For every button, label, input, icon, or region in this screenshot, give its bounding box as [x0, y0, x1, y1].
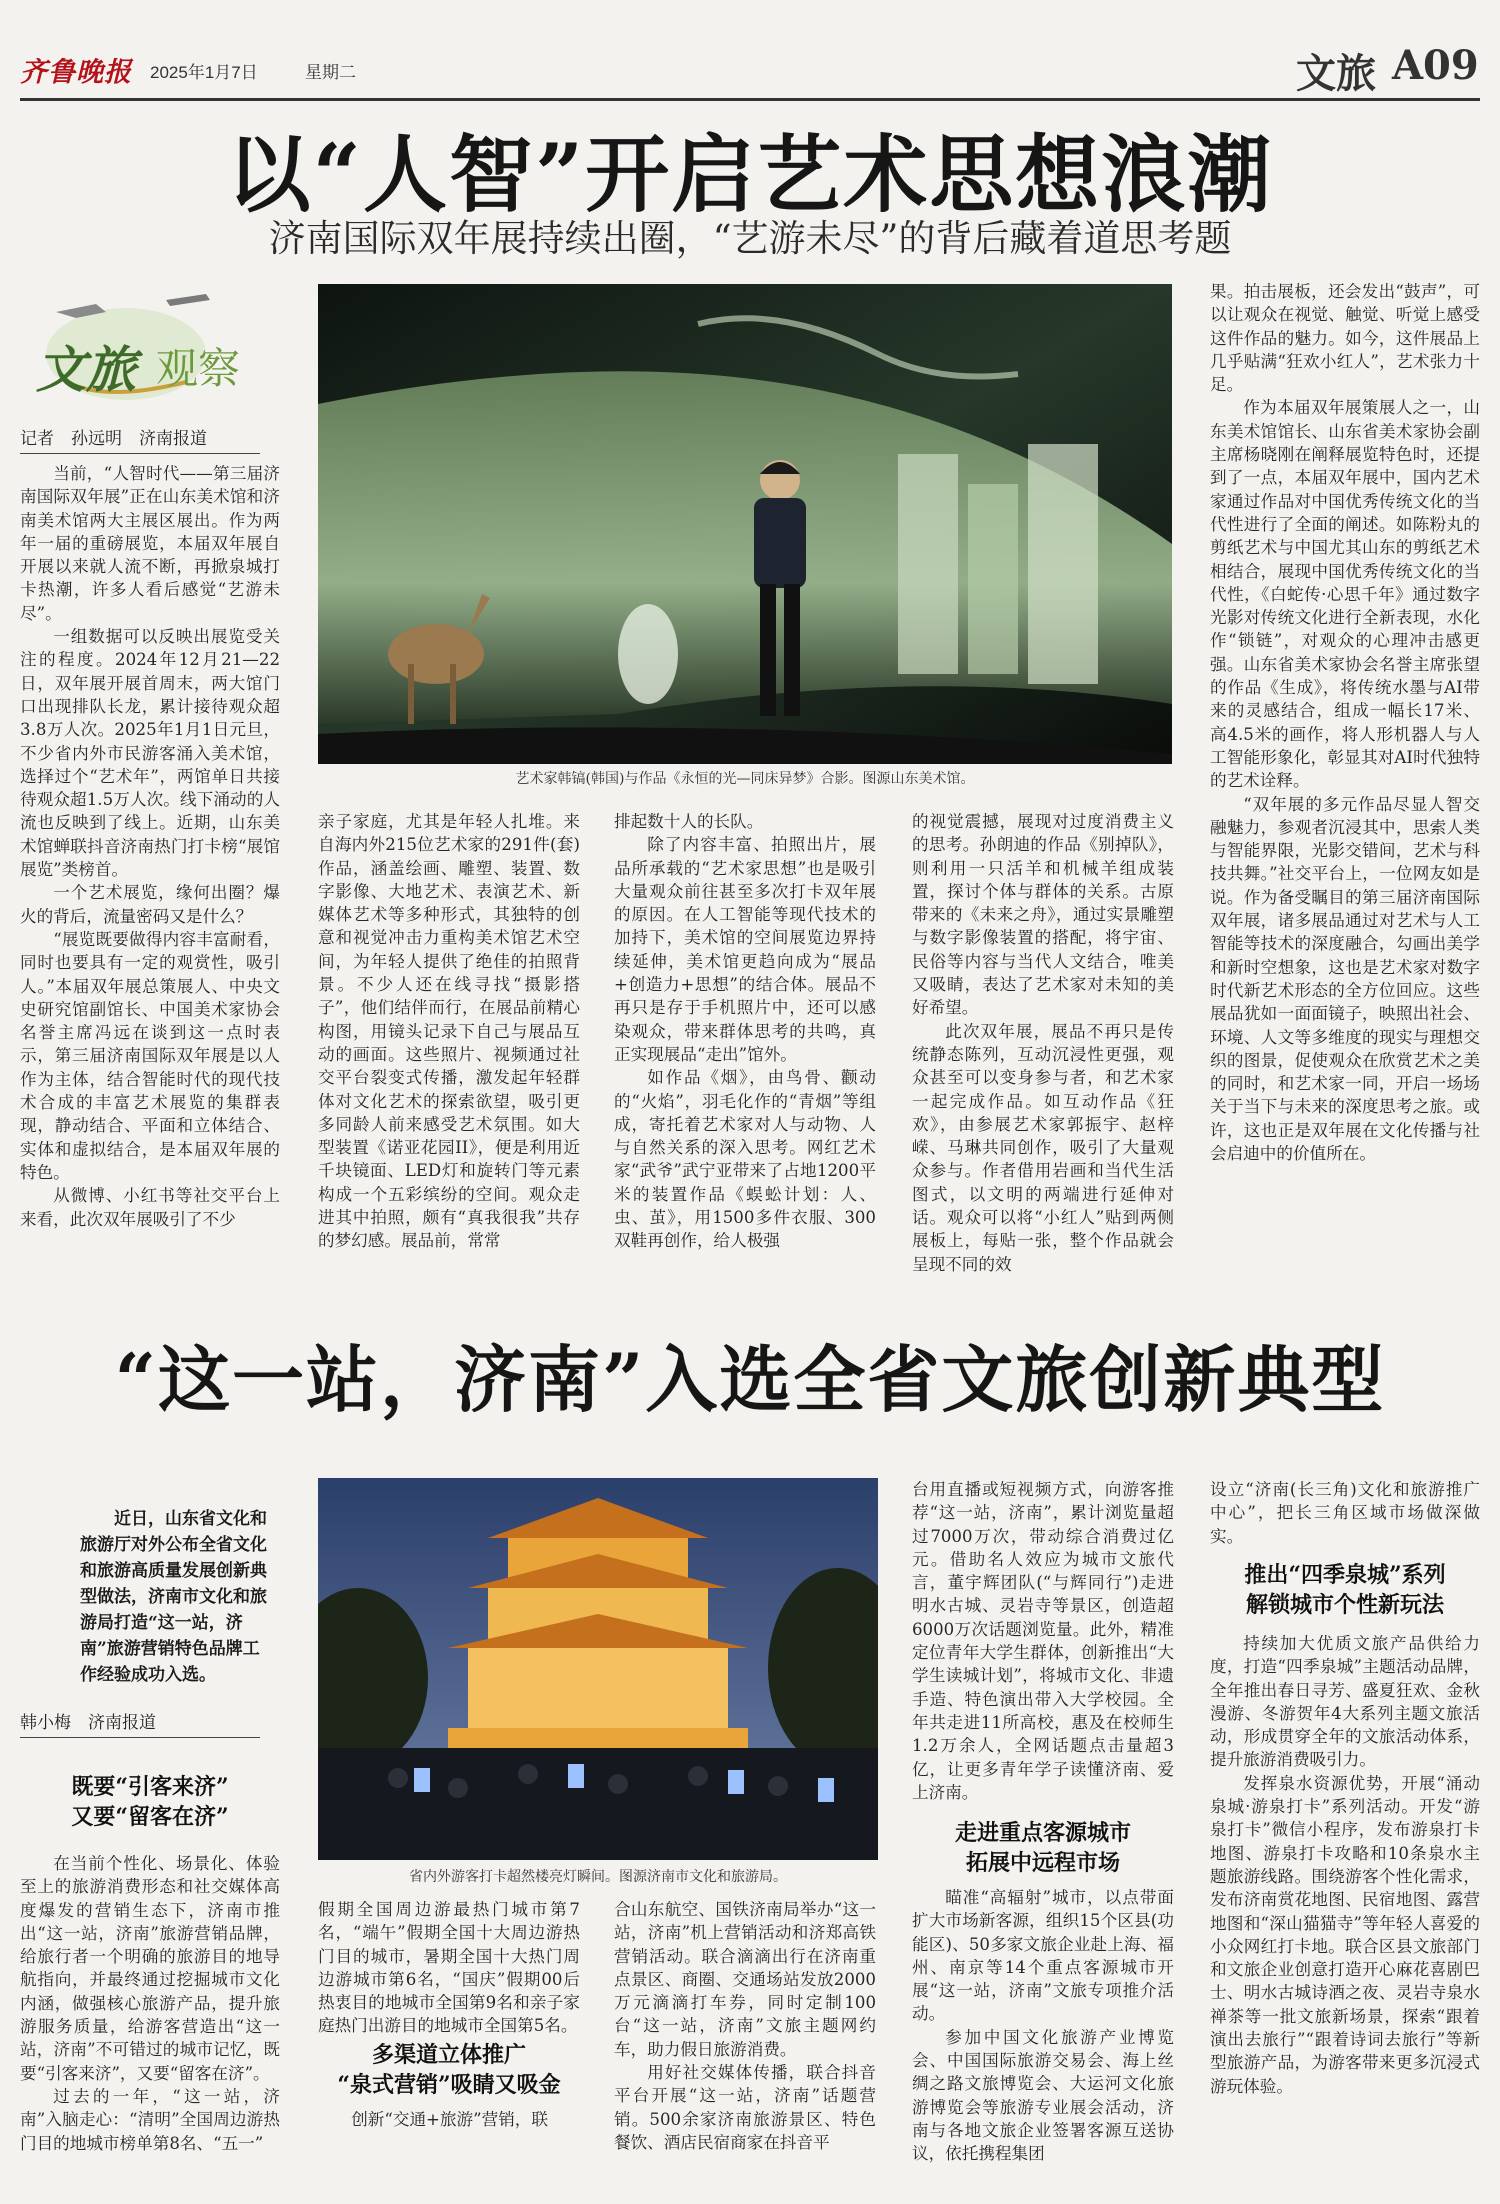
paragraph: 一组数据可以反映出展览受关注的程度。2024年12月21—22日，双年展开展首周末，两大馆门口出现排队长龙，累计接待观众超3.8万人次。2025年1月1日元旦，不少省内外市民游客涌入美术馆，选择过个“艺术年”，两馆单日共接待观众超1.5万人次。线下涌动的人流也反映到了线上。近期，山东美术馆蝉联抖音济南热门打卡榜“展馆展览”类榜首。 [20, 627, 280, 880]
subhead-line: 既要“引客来济” [71, 1774, 229, 1800]
article2-subhead-4 [1210, 1560, 1480, 1620]
page-number: A09 [1392, 42, 1479, 89]
paragraph: 亲子家庭，尤其是年轻人扎堆。来自海内外215位艺术家的291件(套)作品，涵盖绘画、雕塑、装置、数字影像、大地艺术、表演艺术、新媒体艺术等多种形式，其独特的创意和视觉冲击力重构美术馆艺术空间，为年轻人提供了绝佳的拍照背景。不少人还在线寻找“摄影搭子”，他们结伴而行，在展品前精心构图，用镜头记录下自己与展品互动的画面。这些照片、视频通过社交平台裂变式传播，激发起年轻群体对文化艺术的探索欲望，吸引更多同龄人前来感受艺术氛围。如大型装置《诺亚花园II》，便是利用近千块镜面、LED灯和旋转门等元素构成一个五彩缤纷的空间。观众走进其中拍照，颇有“真我很我”共存的梦幻感。展品前，常常 [318, 812, 580, 1251]
paragraph: 发挥泉水资源优势，开展“涌动泉城·游泉打卡”系列活动。开发“游泉打卡”微信小程序，发布游泉打卡地图、游泉打卡攻略和10条泉水主题旅游线路。围绕游客个性化需求，发布济南赏花地图、民宿地图、露营地图和“深山猫猫寺”等年轻人喜爱的小众网红打卡地。联合区县文旅部门和文旅企业创意打造开心麻花喜剧巴士、明水古城诗酒之夜、灵岩寺泉水禅茶等一批文旅新场景，探索“跟着演出去旅行”“跟着诗词去旅行”等新型旅游产品，为游客带来更多沉浸式游玩体验。 [1210, 1773, 1480, 2096]
column-logo-sub: 观察 [156, 344, 241, 393]
paragraph: “双年展的多元作品尽显人智交融魅力，参观者沉浸其中，思索人类与智能界限，光影交错间，艺术与科技共舞。”社交平台上，一位网友如是说。作为备受瞩目的第三届济南国际双年展，诸多展品通过对艺术与人工智能等技术的深度融合，勾画出美学和新时空想象，这也是艺术家对数字时代新艺术形态的全方位回应。这些展品犹如一面面镜子，映照出社会、环境、人文等多维度的现实与理想交织的图景，促使观众在欣赏艺术之美的同时，和艺术家一同，开启一场场关于当下与未来的深度思考之旅。或许，这也正是双年展在文化传播与社会启迪中的价值所在。 [1210, 794, 1480, 1163]
tower-photo-image [318, 1478, 878, 1860]
subhead-line: 又要“留客在济” [71, 1804, 229, 1830]
article2-column-3 [614, 1898, 876, 2200]
article2-photo-caption: 省内外游客打卡超然楼亮灯瞬间。图源济南市文化和旅游局。 [409, 1869, 787, 1885]
masthead [20, 38, 1480, 101]
article1-title: 以“人智”开启艺术思想浪潮 [226, 125, 1274, 224]
article2-subhead-1 [20, 1772, 280, 1832]
subhead-line: 拓展中远程市场 [965, 1850, 1120, 1876]
section-name: 文旅 [1296, 50, 1376, 97]
paragraph: 设立“济南(长三角)文化和旅游推广中心”，把长三角区域市场做深做实。 [1210, 1480, 1480, 1546]
paragraph: 参加中国文化旅游产业博览会、中国国际旅游交易会、海上丝绸之路文旅博览会、大运河文化旅游博览会等旅游专业展会活动，济南与各地文旅企业签署客源互送协议，依托携程集团 [912, 2027, 1174, 2164]
issue-weekday: 星期二 [305, 63, 356, 82]
subhead-line: “泉式营销”吸睛又吸金 [337, 2072, 561, 2098]
article2-subhead-2 [318, 2040, 580, 2100]
paragraph: 台用直播或短视频方式，向游客推荐“这一站，济南”，累计浏览量超过7000万次，带动综合消费过亿元。借助名人效应为城市文旅代言，董宇辉团队(“与辉同行”)走进明水古城、灵岩寺等景区，创造超6000万次话题浏览量。此外，精准定位青年大学生群体，创新推出“大学生读城计划”，将城市文化、非遗手造、特色演出带入大学校园。全年共走进11所高校，惠及在校师生1.2万余人，全网话题点击量超3亿，让更多青年学子读懂济南、爱上济南。 [912, 1480, 1174, 1802]
article2-column-4b [912, 1886, 1174, 2202]
article1-column-1 [20, 462, 280, 1282]
article1-byline: 记者 孙远明 济南报道 [20, 424, 260, 454]
paragraph: 瞄准“高辐射”城市，以点带面扩大市场新客源，组织15个区县(功能区)、50多家文旅企业赴上海、福州、南京等14个重点客源城市开展“这一站，济南”文旅专项推介活动。 [912, 1888, 1174, 2024]
article1-column-5 [1210, 280, 1480, 1284]
paragraph: 当前，“人智时代——第三届济南国际双年展”正在山东美术馆和济南美术馆两大主展区展出。作为两年一届的重磅展览，本届双年展自开展以来就人流不断，再掀泉城打卡热潮，许多人看后感觉“艺游未尽”。 [20, 464, 280, 623]
paragraph: 合山东航空、国铁济南局举办“这一站，济南”机上营销活动和济郑高铁营销活动。联合滴滴出行在济南重点景区、商圈、交通场站发放2000万元滴滴打车券，同时定制100台“这一站，济南”文旅主题网约车，助力假日旅游消费。 [614, 1900, 876, 2059]
issue-date: 2025年1月7日 [150, 63, 258, 82]
newspaper-logo: 齐鲁晚报 [20, 57, 132, 88]
paragraph: 的视觉震撼，展现对过度消费主义的思考。孙朗迪的作品《别掉队》，则利用一只活羊和机械羊组成装置，探讨个体与群体的关系。古原带来的《未来之舟》，通过实景雕塑与数字影像装置的搭配，将宇宙、民俗等内容与当代人文结合，唯美又吸睛，表达了艺术家对未知的美好希望。 [912, 812, 1174, 1018]
article2-column-2 [318, 1898, 580, 2040]
article2-column-1 [20, 1852, 280, 2202]
article2-subhead-3 [912, 1818, 1174, 1878]
paragraph: “展览既要做得内容丰富耐看，同时也要具有一定的观赏性，吸引人。”本届双年展总策展人、中央文史研究馆副馆长、中国美术家协会名誉主席冯远在谈到这一点时表示，第三届济南国际双年展是以人作为主体，结合智能时代的现代技术合成的丰富艺术展览的集群表现，静动结合、平面和立体结合、实体和虚拟结合，是本届双年展的特色。 [20, 929, 280, 1182]
paragraph: 果。拍击展板，还会发出“鼓声”，可以让观众在视觉、触觉、听觉上感受这件作品的魅力。如今，这件展品上几乎贴满“狂欢小红人”，艺术张力十足。 [1210, 282, 1480, 395]
paragraph: 过去的一年，“这一站，济南”入脑走心：“清明”全国周边游热门目的地城市榜单第8名、“五一” [20, 2086, 280, 2153]
subhead-line: 多渠道立体推广 [371, 2042, 526, 2068]
article1-photo [318, 284, 1172, 764]
subhead-line: 走进重点客源城市 [954, 1820, 1131, 1846]
article2-column-5 [1210, 1478, 1480, 1548]
paragraph: 一个艺术展览，缘何出圈？爆火的背后，流量密码又是什么？ [20, 883, 280, 926]
paragraph: 如作品《烟》，由鸟骨、颧动的“火焰”，羽毛化作的“青烟”等组成，寄托着艺术家对人与动物、人与自然关系的深入思考。网红艺术家“武爷”武宁亚带来了占地1200平米的装置作品《蜈蚣计划：人、虫、茧》，用1500多件衣服、300双鞋再创作，给人极强 [614, 1068, 876, 1251]
article2-column-2b [318, 2108, 580, 2200]
article2-column-4 [912, 1478, 1174, 1804]
paragraph: 创新“交通+旅游”营销，联 [351, 2110, 548, 2129]
article2-byline: 韩小梅 济南报道 [20, 1708, 260, 1738]
article2-lead: 近日，山东省文化和旅游厅对外公布全省文化和旅游高质量发展创新典型做法，济南市文化和旅游局打造“这一站，济南”旅游营销特色品牌工作经验成功入选。 [80, 1509, 267, 1685]
paragraph: 在当前个性化、场景化、体验至上的旅游消费形态和社交媒体高度爆发的营销生态下，济南市推出“这一站，济南”旅游营销品牌，给旅行者一个明确的旅游目的地导航指向，并最终通过挖掘城市文化内涵，做强核心旅游产品，提升旅游服务质量，给游客营造出“这一站，济南”不可错过的城市记忆，既要“引客来济”，又要“留客在济”。 [20, 1854, 280, 2083]
paragraph: 用好社交媒体传播，联合抖音平台开展“这一站，济南”话题营销。500余家济南旅游景区、特色餐饮、酒店民宿商家在抖音平 [614, 2063, 876, 2152]
subhead-line: 解锁城市个性新玩法 [1245, 1592, 1444, 1618]
subhead-line: 推出“四季泉城”系列 [1244, 1562, 1446, 1588]
column-logo-main: 文旅 [36, 340, 136, 399]
paragraph: 排起数十人的长队。 [614, 812, 764, 831]
article2-column-5b [1210, 1632, 1480, 2202]
paragraph: 除了内容丰富、拍照出片，展品所承载的“艺术家思想”也是吸引大量观众前往甚至多次打卡双年展的原因。在人工智能等现代技术的加持下，美术馆的空间展览边界持续延伸，美术馆更趋向成为“展品+创造力+思想”的结合体。展品不再只是存于手机照片中，还可以感染观众，带来群体思考的共鸣，真正实现展品“走出”馆外。 [614, 835, 876, 1064]
paragraph: 此次双年展，展品不再只是传统静态陈列，互动沉浸性更强，观众甚至可以变身参与者，和艺术家一起完成作品。如互动作品《狂欢》，由参展艺术家郭振宇、赵梓嵘、马琳共同创作，吸引了大量观众参与。作者借用岩画和当代生活图式，以文明的两端进行延伸对话。观众可以将“小红人”贴到两侧展板上，每贴一张，整个作品就会呈现不同的效 [912, 1021, 1174, 1274]
article2-photo [318, 1478, 878, 1860]
paragraph: 持续加大优质文旅产品供给力度，打造“四季泉城”主题活动品牌，全年推出春日寻芳、盛夏狂欢、金秋漫游、冬游贺年4大系列主题文旅活动，形成贯穿全年的文旅活动体系，提升旅游消费吸引力。 [1210, 1634, 1480, 1770]
article1-column-3 [614, 810, 876, 1282]
article1-photo-caption: 艺术家韩镐(韩国)与作品《永恒的光—同床异梦》合影。图源山东美术馆。 [515, 771, 975, 787]
paragraph: 作为本届双年展策展人之一，山东美术馆馆长、山东省美术家协会副主席杨晓刚在阐释展览特色时，还提到了一点，本届双年展中，国内艺术家通过作品对中国优秀传统文化的当代性进行了全面的阐述。如陈粉丸的剪纸艺术与中国尤其山东的剪纸艺术相结合，展现中国优秀传统文化的当代性，《白蛇传·心思千年》通过数字光影对传统文化进行全新表现，水化作“锁链”，对观众的心理冲击感更强。山东省美术家协会名誉主席张望的作品《生成》，将传统水墨与AI带来的灵感结合，组成一幅长17米、高4.5米的画作，将人形机器人与人工智能形象化，彰显其对AI时代独特的艺术诠释。 [1210, 398, 1480, 791]
article1-subtitle: 济南国际双年展持续出圈，“艺游未尽”的背后藏着道思考题 [268, 217, 1232, 260]
paragraph: 从微博、小红书等社交平台上来看，此次双年展吸引了不少 [20, 1186, 280, 1229]
article1-column-2 [318, 810, 580, 1282]
exhibition-photo-image [318, 284, 1172, 764]
paragraph: 假期全国周边游最热门城市第7名，“端午”假期全国十大周边游热门目的城市，暑期全国十大热门周边游城市第6名，“国庆”假期00后热衷目的地城市全国第9名和亲子家庭热门出游目的地城市全国第5名。 [318, 1900, 580, 2036]
article1-column-4 [912, 810, 1174, 1282]
article2-title: “这一站，济南”入选全省文旅创新典型 [114, 1337, 1386, 1422]
